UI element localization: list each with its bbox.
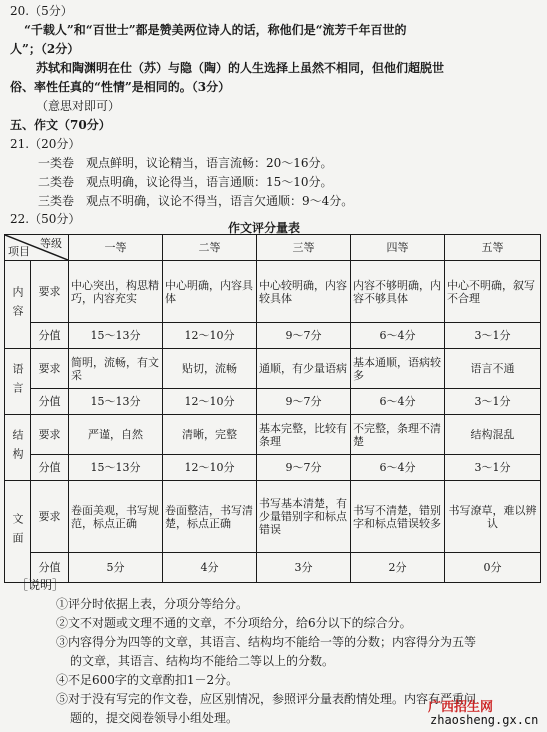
surface-score-row	[5, 553, 541, 583]
require-label: 要求	[31, 415, 69, 455]
content-score-3: 9～7分	[257, 323, 351, 349]
language-require-row	[5, 349, 541, 389]
q20-line-2: 人”；（2分）	[10, 42, 80, 56]
note-5-cont: 题的，提交阅卷领导小组处理。	[70, 711, 239, 725]
structure-score-4: 6～4分	[351, 455, 445, 481]
content-req-3: 中心较明确，内容较具体	[257, 261, 351, 323]
surface-score-3: 3分	[257, 553, 351, 583]
content-require-row	[5, 261, 541, 323]
section-five-heading: 五、作文（70分）	[10, 118, 111, 132]
grade-5-header: 五等	[445, 235, 541, 261]
q21-heading: 21.（20分）	[10, 137, 81, 151]
watermark-site-name: 广西招生网	[428, 700, 494, 715]
language-req-5: 语言不通	[445, 349, 541, 389]
score-label: 分值	[31, 323, 69, 349]
table-title: 作文评分量表	[228, 221, 301, 235]
corner-grade-label: 等级	[40, 237, 62, 250]
content-score-1: 15～13分	[69, 323, 163, 349]
language-score-row	[5, 389, 541, 415]
require-label: 要求	[31, 349, 69, 389]
scoring-table	[4, 234, 541, 583]
score-label: 分值	[31, 455, 69, 481]
section-structure-label: 结构	[5, 415, 31, 481]
language-score-1: 15～13分	[69, 389, 163, 415]
note-4: ④不足600字的文章酌扣1－2分。	[56, 673, 239, 687]
language-req-1: 简明，流畅，有文采	[69, 349, 163, 389]
score-label: 分值	[31, 553, 69, 583]
structure-score-1: 15～13分	[69, 455, 163, 481]
structure-score-row	[5, 455, 541, 481]
content-req-1: 中心突出，构思精巧，内容充实	[69, 261, 163, 323]
structure-req-5: 结构混乱	[445, 415, 541, 455]
q20-line-1: “千载人”和“百世士”都是赞美两位诗人的话，称他们是“流芳千年百世的	[24, 23, 407, 37]
q21-grade-3: 三类卷 观点不明确，议论不得当，语言欠通顺：9～4分。	[38, 194, 354, 208]
surface-require-row	[5, 481, 541, 553]
structure-score-3: 9～7分	[257, 455, 351, 481]
notes-title: ［说明］	[16, 578, 65, 592]
content-score-5: 3～1分	[445, 323, 541, 349]
q22-heading: 22.（50分）	[10, 212, 81, 226]
grade-1-header: 一等	[69, 235, 163, 261]
q20-note: （意思对即可）	[36, 99, 121, 113]
note-2: ②文不对题或文理不通的文章，不分项给分，给6分以下的综合分。	[56, 616, 412, 630]
structure-require-row	[5, 415, 541, 455]
score-label: 分值	[31, 389, 69, 415]
corner-cell	[5, 235, 69, 261]
language-req-2: 贴切，流畅	[163, 349, 257, 389]
require-label: 要求	[31, 261, 69, 323]
surface-req-2: 卷面整洁，书写清楚，标点正确	[163, 481, 257, 553]
structure-req-3: 基本完整，比较有条理	[257, 415, 351, 455]
section-content-label: 内容	[5, 261, 31, 349]
surface-req-3: 书写基本清楚，有少量错别字和标点错误	[257, 481, 351, 553]
content-req-2: 中心明确，内容具体	[163, 261, 257, 323]
surface-req-5: 书写潦草，难以辨认	[445, 481, 541, 553]
structure-req-1: 严谨，自然	[69, 415, 163, 455]
surface-score-5: 0分	[445, 553, 541, 583]
grade-2-header: 二等	[163, 235, 257, 261]
q21-grade-1: 一类卷 观点鲜明，议论精当，语言流畅：20～16分。	[38, 156, 333, 170]
grade-4-header: 四等	[351, 235, 445, 261]
language-score-4: 6～4分	[351, 389, 445, 415]
section-surface-label: 文面	[5, 481, 31, 583]
content-score-2: 12～10分	[163, 323, 257, 349]
content-score-4: 6～4分	[351, 323, 445, 349]
structure-score-5: 3～1分	[445, 455, 541, 481]
structure-req-2: 清晰，完整	[163, 415, 257, 455]
structure-score-2: 12～10分	[163, 455, 257, 481]
language-score-3: 9～7分	[257, 389, 351, 415]
language-score-2: 12～10分	[163, 389, 257, 415]
surface-score-4: 2分	[351, 553, 445, 583]
content-req-5: 中心不明确，叙写不合理	[445, 261, 541, 323]
note-3-cont: 的文章，其语言、结构均不能给二等以上的分数。	[70, 654, 335, 668]
q20-heading: 20.（5分）	[10, 4, 73, 18]
grade-header-row	[5, 235, 541, 261]
language-score-5: 3～1分	[445, 389, 541, 415]
watermark-url: zhaosheng.gx.cn	[430, 713, 539, 727]
content-req-4: 内容不够明确，内容不够具体	[351, 261, 445, 323]
q20-line-4: 俗、率性任真的“性情”是相同的。（3分）	[10, 80, 231, 94]
content-score-row	[5, 323, 541, 349]
surface-req-1: 卷面美观，书写规范，标点正确	[69, 481, 163, 553]
corner-item-label: 项目	[8, 245, 30, 258]
surface-score-1: 5分	[69, 553, 163, 583]
grade-3-header: 三等	[257, 235, 351, 261]
structure-req-4: 不完整，条理不清楚	[351, 415, 445, 455]
language-req-3: 通顺，有少量语病	[257, 349, 351, 389]
note-1: ①评分时依据上表，分项分等给分。	[56, 597, 249, 611]
section-language-label: 语言	[5, 349, 31, 415]
surface-req-4: 书写不清楚，错别字和标点错误较多	[351, 481, 445, 553]
note-5: ⑤对于没有写完的作文卷，应区别情况，参照评分量表酌情处理。内容有严重问	[56, 692, 477, 706]
q21-grade-2: 二类卷 观点明确，议论得当，语言通顺：15～10分。	[38, 175, 333, 189]
q20-line-3: 苏轼和陶渊明在仕（苏）与隐（陶）的人生选择上虽然不相同，但他们超脱世	[36, 61, 445, 75]
surface-score-2: 4分	[163, 553, 257, 583]
language-req-4: 基本通顺，语病较多	[351, 349, 445, 389]
note-3: ③内容得分为四等的文章，其语言、结构均不能给一等的分数；内容得分为五等	[56, 635, 477, 649]
require-label: 要求	[31, 481, 69, 553]
